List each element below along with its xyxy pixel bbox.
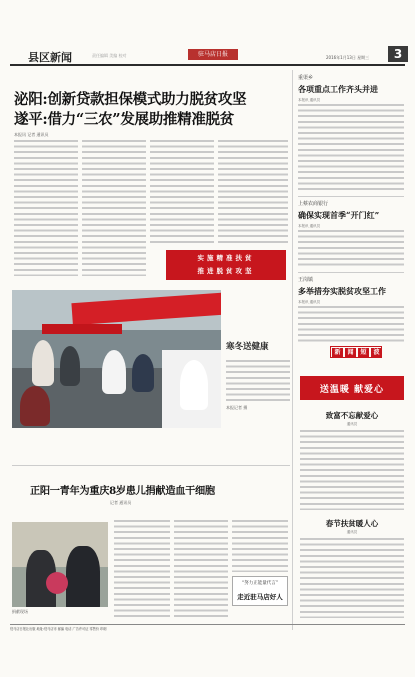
right-item-2-body <box>298 230 404 266</box>
good-people-title: 走近驻马店好人 <box>237 593 283 601</box>
good-people-box <box>232 576 288 606</box>
right-item-3-kicker: 王岗镇 <box>298 277 314 283</box>
warm-story-1-headline: 致富不忘献爱心 <box>325 411 379 420</box>
policy-slogan-box <box>166 250 286 280</box>
right-item-2-byline: 本报讯 通讯员 <box>298 224 321 228</box>
news-brief-stamp <box>330 346 382 358</box>
bottom-headline: 正阳一青年为重庆8岁患儿捐献造血干细胞 <box>30 485 215 497</box>
lead-headline-2: 遂平:借力“三农”发展助推精准脱贫 <box>14 111 234 128</box>
page-number: 3 <box>388 46 408 62</box>
warm-story-1-body <box>300 430 404 510</box>
right-item-2-kicker: 上蔡农商银行 <box>298 201 329 207</box>
right-item-1-headline: 各项重点工作齐头并进 <box>298 84 378 94</box>
lead-body-col-1 <box>14 140 78 276</box>
photo-byline: 本报记者 摄 <box>226 405 248 410</box>
lead-byline: 本报讯 记者 通讯员 <box>14 132 49 137</box>
stamp-char-2: 闻 <box>345 348 356 357</box>
warm-banner-text: 送温暖 献爱心 <box>319 385 385 395</box>
column-divider <box>292 70 293 630</box>
slogan-line-1: 实施精准扶贫 <box>197 254 255 262</box>
warm-charity-banner <box>300 376 404 400</box>
lead-body-col-4 <box>218 140 288 246</box>
issue-date: 2016年1月13日 星期三 <box>326 55 370 60</box>
bottom-byline: 记者 通讯员 <box>110 500 132 505</box>
warm-story-1-byline: 通讯员 <box>346 422 358 426</box>
footer-text: 驻马店日报社出版 地址:驻马店市 邮编 电话 广告许可证 零售价 印刷 <box>10 627 107 631</box>
warm-story-2-body <box>300 538 404 618</box>
donor-photo-caption: 捐献现场 <box>12 609 28 614</box>
newspaper-logo: 驻马店日报 <box>188 49 238 60</box>
bottom-body-col-1 <box>114 520 170 620</box>
right-item-3-byline: 本报讯 通讯员 <box>298 300 321 304</box>
slogan-line-2: 推进脱贫攻坚 <box>197 267 255 275</box>
masthead <box>10 48 405 66</box>
bottom-body-col-3 <box>232 520 288 572</box>
health-event-photo <box>12 290 221 428</box>
lead-body-col-2 <box>82 140 146 276</box>
warm-story-2-byline: 通讯员 <box>346 530 358 534</box>
lead-body-col-3 <box>150 140 214 246</box>
good-people-tagline: “努力正能量代言” <box>241 581 279 586</box>
warm-story-2-headline: 春节扶贫暖人心 <box>325 519 379 528</box>
right-item-1-body <box>298 104 404 192</box>
right-item-1-byline: 本报讯 通讯员 <box>298 98 321 102</box>
photo-caption: 寒冬送健康 <box>226 342 269 352</box>
stamp-char-1: 新 <box>332 348 343 357</box>
page-footer <box>10 624 405 631</box>
section-title: 县区新闻 <box>28 51 72 64</box>
right-item-3-headline: 多举措夯实脱贫攻坚工作 <box>298 286 386 296</box>
donor-photo <box>12 522 108 607</box>
photo-story-body <box>226 360 290 404</box>
right-item-2-headline: 确保实现首季“开门红” <box>298 210 380 220</box>
right-item-1-kicker: 重渠乡 <box>298 75 314 81</box>
section-rule <box>12 465 290 466</box>
stamp-char-4: 波 <box>371 348 382 357</box>
right-item-3-body <box>298 306 404 342</box>
stamp-char-3: 短 <box>358 348 369 357</box>
bottom-body-col-2 <box>174 520 228 620</box>
masthead-subtitle: 责任编辑 美编 校对 <box>92 53 127 58</box>
lead-headline-1: 泌阳:创新贷款担保模式助力脱贫攻坚 <box>14 91 247 108</box>
